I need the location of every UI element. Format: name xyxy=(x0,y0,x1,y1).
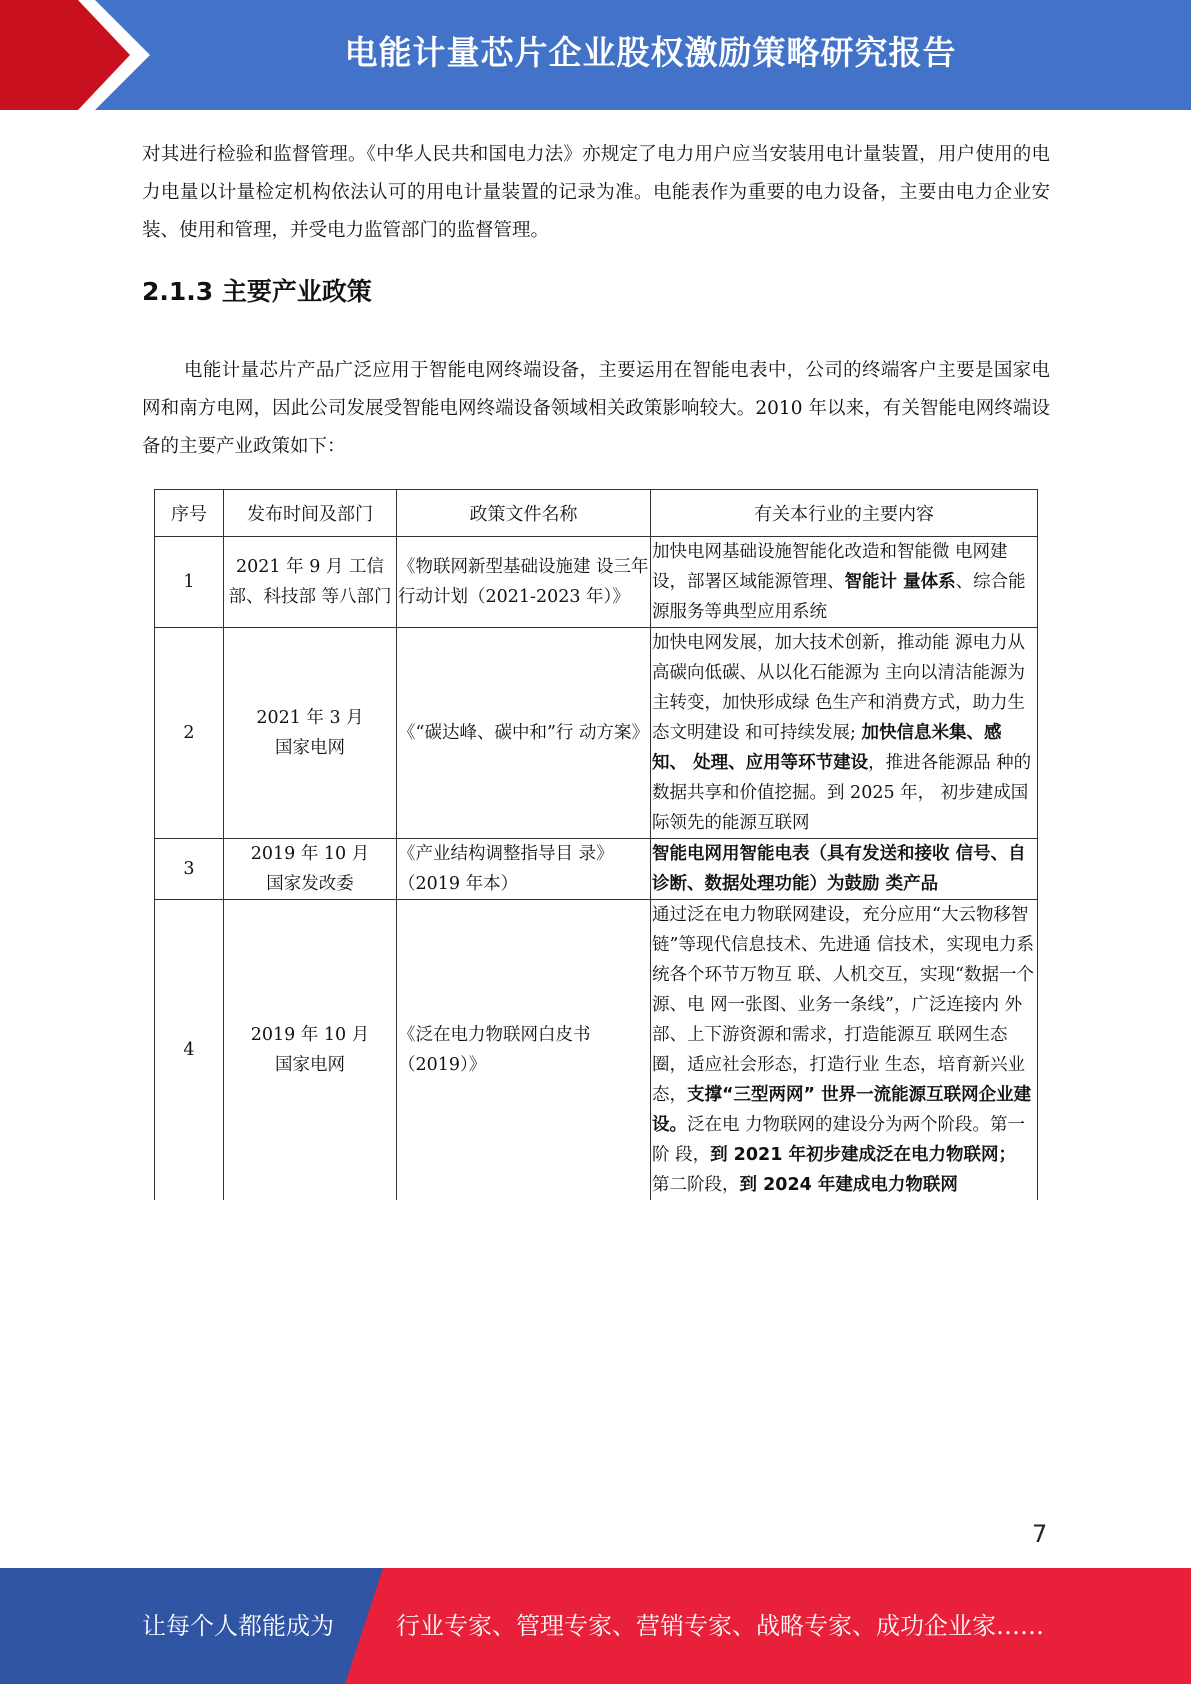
page-header xyxy=(0,0,1191,110)
header-content: 有关本行业的主要内容 xyxy=(651,490,1038,537)
header-document: 政策文件名称 xyxy=(397,490,651,537)
table-row xyxy=(155,900,1038,1201)
content-text: ，推进各能源品 种的数据共享和价值挖掘。到 2025 年， 初步建成国际领先的能源互联网 xyxy=(652,753,1032,833)
content-bold: 智能电网用智能电表（具有发送和接收 信号、自诊断、数据处理功能）为鼓励 类产品 xyxy=(652,844,1026,894)
row-date-dept xyxy=(224,628,397,839)
row-number: 2 xyxy=(155,628,224,839)
page-footer xyxy=(0,1568,1191,1684)
content-bold: 加快信息米集、感知、 处理、应用等环节建设 xyxy=(652,723,1002,773)
row-content xyxy=(651,900,1038,1201)
page-number: 7 xyxy=(1032,1520,1048,1548)
table-header-row xyxy=(155,490,1038,537)
content-bold: 到 2024 年建成电力物联网 xyxy=(739,1175,958,1195)
row-document: 《泛在电力物联网白皮书（2019）》 xyxy=(397,900,651,1201)
row-date-dept xyxy=(224,537,397,628)
section-heading: 2.1.3 主要产业政策 xyxy=(142,277,372,306)
date-line: 2021 年 9 月 工信部、科技部 等八部门 xyxy=(228,557,392,607)
content-bold: 支撑“三型两网” 世界一流能源互联网企业建设。 xyxy=(652,1085,1032,1135)
row-number: 1 xyxy=(155,537,224,628)
content-text: 通过泛在电力物联网建设，充分应用“大云物移智链”等现代信息技术、先进通 信技术，实现电力系统各个环节万物互 联、人机交互，实现“数据一个源、电 网一张图、业务一条线”，广泛连接内 外部、上下游资源和需求，打造能源互 联网生态圈，适应社会形态，打造行业 生态，培育新兴业态， xyxy=(652,905,1035,1105)
row-document: 《物联网新型基础设施建 设三年行动计划（2021-2023 年）》 xyxy=(397,537,651,628)
row-content xyxy=(651,537,1038,628)
content-text: 、综合能源服务等典型应用系统 xyxy=(652,572,1026,622)
intro-paragraph: 对其进行检验和监督管理。《中华人民共和国电力法》亦规定了电力用户应当安装用电计量装置，用户使用的电力电量以计量检定机构依法认可的用电计量装置的记录为准。电能表作为重要的电力设备，主要由电力企业安装、使用和管理，并受电力监管部门的监督管理。 xyxy=(142,144,1050,241)
date-line: 2021 年 3 月 xyxy=(256,708,364,728)
section-paragraph: 电能计量芯片产品广泛应用于智能电网终端设备，主要运用在智能电表中，公司的终端客户主要是国家电网和南方电网，因此公司发展受智能电网终端设备领域相关政策影响较大。2010 年以来，有关智能电网终端设备的主要产业政策如下： xyxy=(142,360,1050,457)
table-row xyxy=(155,839,1038,900)
content-text: 加快电网基础设施智能化改造和智能微 电网建设，部署区域能源管理、 xyxy=(652,542,1008,592)
header-no: 序号 xyxy=(155,490,224,537)
row-date-dept xyxy=(224,839,397,900)
content-bold: 智能计 量体系 xyxy=(844,572,956,592)
table-row xyxy=(155,537,1038,628)
content-text: 加快电网发展，加大技术创新，推动能 源电力从高碳向低碳、从以化石能源为 主向以清洁能源为主转变，加快形成绿 色生产和消费方式，助力生态文明建设 和可持续发展; xyxy=(652,633,1026,743)
content-text: 第二阶段， xyxy=(652,1175,740,1195)
row-content xyxy=(651,839,1038,900)
row-date-dept xyxy=(224,900,397,1201)
row-number: 3 xyxy=(155,839,224,900)
dept-line: 国家发改委 xyxy=(266,874,354,894)
dept-line: 国家电网 xyxy=(275,1055,345,1075)
header-arrow-icon xyxy=(0,0,150,110)
footer-slogan-left: 让每个人都能成为 xyxy=(142,1612,334,1640)
date-line: 2019 年 10 月 xyxy=(250,1025,370,1045)
table-row xyxy=(155,628,1038,839)
row-document: 《“碳达峰、碳中和”行 动方案》 xyxy=(397,628,651,839)
date-line: 2019 年 10 月 xyxy=(250,844,370,864)
policy-table xyxy=(154,489,1038,1200)
content-text: 泛在电 力物联网的建设分为两个阶段。第一阶 段， xyxy=(652,1115,1026,1165)
row-number: 4 xyxy=(155,900,224,1201)
footer-slogan-right: 行业专家、管理专家、营销专家、战略专家、成功企业家…… xyxy=(396,1612,1044,1640)
content-bold: 到 2021 年初步建成泛在电力物联网； xyxy=(710,1145,1016,1165)
dept-line: 国家电网 xyxy=(275,738,345,758)
report-title: 电能计量芯片企业股权激励策略研究报告 xyxy=(344,33,957,72)
header-date-dept: 发布时间及部门 xyxy=(224,490,397,537)
row-document: 《产业结构调整指导目 录》（2019 年本） xyxy=(397,839,651,900)
row-content xyxy=(651,628,1038,839)
